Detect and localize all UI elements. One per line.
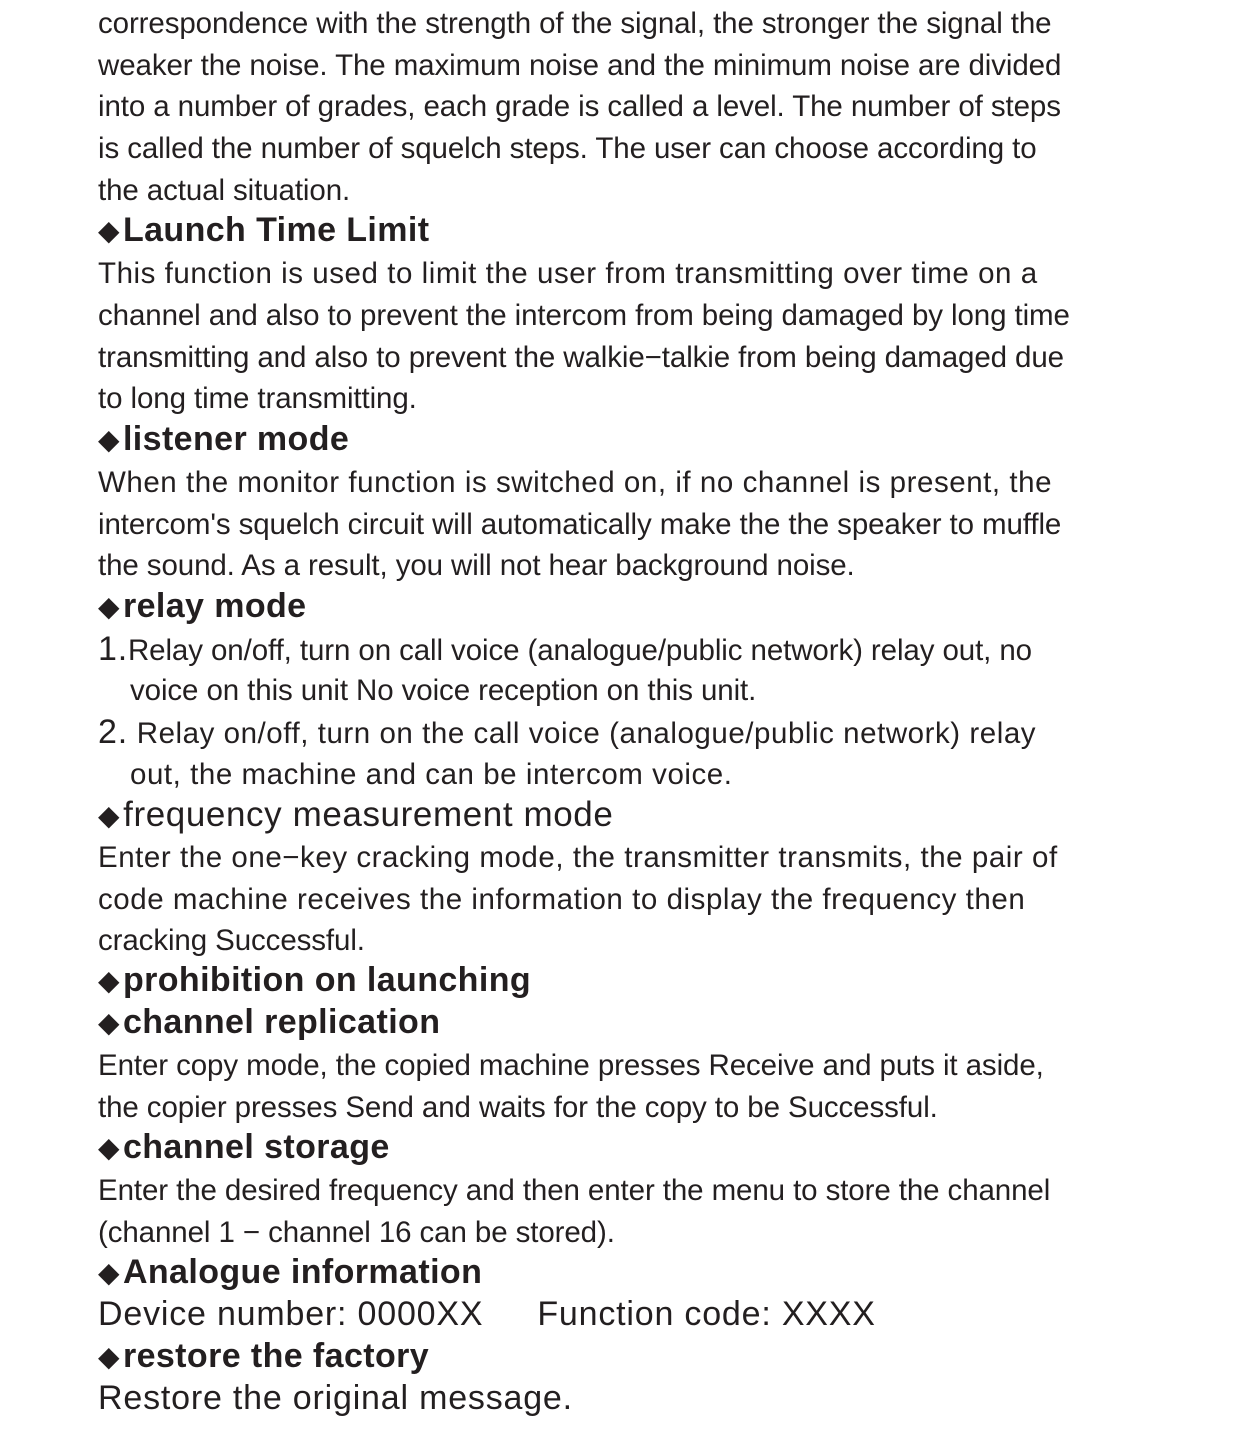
heading-text: frequency measurement mode [123, 795, 614, 834]
relay-item-1-line-1 [98, 629, 1032, 671]
launch-line-3: transmitting and also to prevent the walkie−talkie from being damaged due [98, 341, 1064, 374]
diamond-bullet-icon: ◆ [98, 800, 121, 831]
launch-line-1: This function is used to limit the user from transmitting over time on a [98, 257, 1038, 290]
listener-line-3: the sound. As a result, you will not hear background noise. [98, 549, 855, 582]
intro-line-1: correspondence with the strength of the signal, the stronger the signal the [98, 7, 1052, 40]
intro-line-2: weaker the noise. The maximum noise and the minimum noise are divided [98, 49, 1062, 82]
launch-line-2: channel and also to prevent the intercom from being damaged by long time [98, 299, 1070, 332]
intro-line-3: into a number of grades, each grade is called a level. The number of steps [98, 90, 1061, 123]
heading-text: prohibition on launching [122, 961, 532, 999]
section-heading-channel-replication [98, 1002, 440, 1044]
diamond-bullet-icon: ◆ [98, 591, 120, 622]
diamond-bullet-icon: ◆ [98, 1007, 120, 1038]
section-heading-relay-mode [98, 586, 306, 628]
diamond-bullet-icon: ◆ [98, 424, 120, 455]
heading-text: Launch Time Limit [122, 211, 430, 249]
diamond-bullet-icon: ◆ [98, 215, 120, 246]
replication-line-1: Enter copy mode, the copied machine presses Receive and puts it aside, [98, 1049, 1044, 1082]
relay-item-2-line-1 [98, 712, 1036, 754]
device-number: Device number: 0000XX [98, 1295, 484, 1333]
intro-line-4: is called the number of squelch steps. The user can choose according to [98, 132, 1037, 165]
restore-line: Restore the original message. [98, 1379, 573, 1417]
diamond-bullet-icon: ◆ [98, 1257, 120, 1288]
heading-text: channel replication [122, 1003, 441, 1041]
section-heading-channel-storage [98, 1127, 390, 1169]
section-heading-prohibition-on-launching [98, 960, 531, 1002]
relay-item-2-line-2: out, the machine and can be intercom voice. [130, 758, 733, 791]
relay-item-text: Relay on/off, turn on the call voice (analogue/public network) relay [127, 717, 1037, 750]
frequency-line-1: Enter the one−key cracking mode, the transmitter transmits, the pair of [98, 841, 1058, 874]
diamond-bullet-icon: ◆ [98, 965, 120, 996]
function-code: Function code: XXXX [537, 1295, 876, 1333]
heading-text: relay mode [122, 587, 307, 625]
list-number: 1. [98, 630, 128, 668]
analogue-info-line [98, 1294, 876, 1336]
storage-line-1: Enter the desired frequency and then enter the menu to store the channel [98, 1174, 1051, 1207]
heading-text: restore the factory [122, 1337, 430, 1375]
list-number: 2. [98, 713, 128, 751]
relay-item-1-line-2: voice on this unit No voice reception on this unit. [130, 674, 757, 707]
heading-text: listener mode [122, 420, 350, 458]
heading-text: channel storage [122, 1128, 390, 1166]
diamond-bullet-icon: ◆ [98, 1341, 120, 1372]
launch-line-4: to long time transmitting. [98, 382, 417, 415]
section-heading-launch-time-limit [98, 210, 429, 252]
intro-line-5: the actual situation. [98, 174, 351, 207]
diamond-bullet-icon: ◆ [98, 1132, 120, 1163]
storage-line-2: (channel 1 − channel 16 can be stored). [98, 1216, 615, 1249]
section-heading-listener-mode [98, 419, 349, 461]
frequency-line-2: code machine receives the information to display the frequency then [98, 883, 1026, 916]
relay-item-text: Relay on/off, turn on call voice (analogue/public network) relay out, no [127, 634, 1032, 667]
listener-line-1: When the monitor function is switched on, if no channel is present, the [98, 466, 1053, 499]
listener-line-2: intercom's squelch circuit will automatically make the the speaker to muffle [98, 508, 1062, 541]
heading-text: Analogue information [122, 1253, 483, 1291]
section-heading-frequency-measurement-mode [98, 794, 613, 836]
section-heading-analogue-information [98, 1252, 482, 1294]
replication-line-2: the copier presses Send and waits for the copy to be Successful. [98, 1091, 938, 1124]
section-heading-restore-the-factory [98, 1336, 429, 1378]
frequency-line-3: cracking Successful. [98, 924, 365, 957]
